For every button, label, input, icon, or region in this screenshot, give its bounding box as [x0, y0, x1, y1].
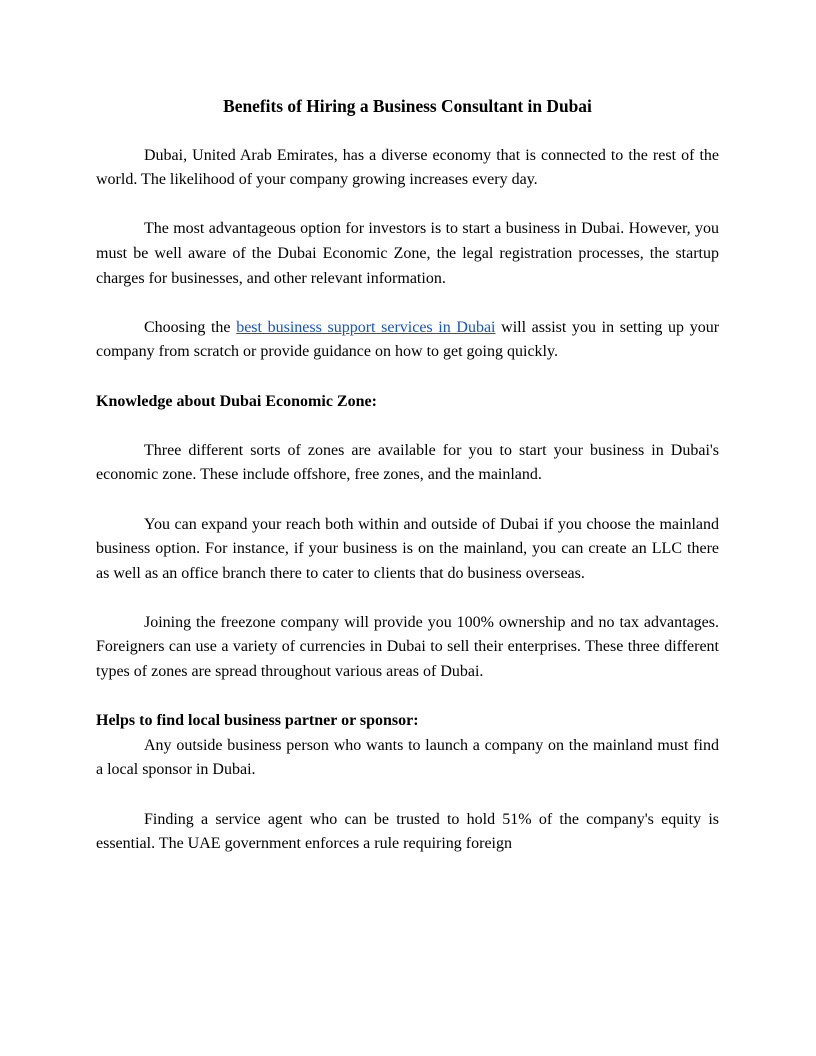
section-heading-economic-zone: Knowledge about Dubai Economic Zone: [96, 392, 377, 410]
paragraph-intro: Dubai, United Arab Emirates, has a diverse economy that is connected to the rest of the world. The likelihood of your company growing increases every day. [96, 146, 719, 189]
paragraph-text: will assist you in setting up your company from scratch or provide guidance on how to get going quickly. [96, 318, 720, 361]
paragraph-local-sponsor: Any outside business person who wants to launch a company on the mainland must find a local sponsor in Dubai. [96, 736, 719, 779]
paragraph-service-agent: Finding a service agent who can be trusted to hold 51% of the company's equity is essential. The UAE government enforces a rule requiring foreign [96, 810, 719, 853]
document-title: Benefits of Hiring a Business Consultant in Dubai [223, 96, 592, 116]
paragraph-zone-types: Three different sorts of zones are available for you to start your business in Dubai's economic zone. These include offshore, free zones, and the mainland. [96, 441, 719, 484]
business-support-link[interactable]: best business support services in Dubai [236, 318, 496, 336]
paragraph-freezone: Joining the freezone company will provide you 100% ownership and no tax advantages. Foreigners can use a variety of currencies in Dubai to sell their enterprises. These three different types of zones are spread throughout various areas of Dubai. [96, 613, 719, 681]
paragraph-choosing-services [96, 316, 719, 365]
paragraph-mainland-option: You can expand your reach both within and outside of Dubai if you choose the mainland business option. For instance, if your business is on the mainland, you can create an LLC there as well as an office branch there to cater to clients that do business overseas. [96, 515, 719, 582]
paragraph-text: Choosing the [144, 318, 237, 336]
section-heading-local-partner: Helps to find local business partner or sponsor: [96, 712, 419, 730]
document-page [96, 94, 719, 857]
paragraph-advantageous-option: The most advantageous option for investors is to start a business in Dubai. However, you must be well aware of the Dubai Economic Zone, the legal registration processes, the startup charges for businesses, and other relevant information. [96, 220, 719, 287]
